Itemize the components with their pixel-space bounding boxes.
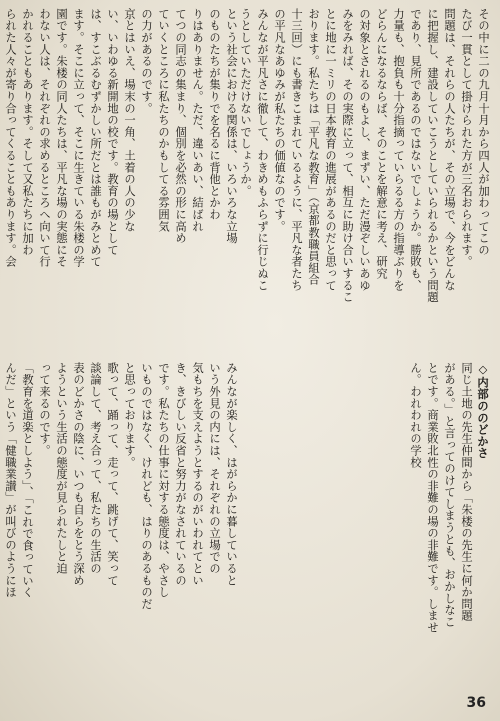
- text-column: です。私たちの仕事に対する態度は、やさし: [157, 362, 170, 598]
- text-column: とに地に一ミリの日本教育の進展があるのだと思って: [324, 8, 337, 292]
- text-column: 気もちを支えようとするのがいわれてとい: [191, 362, 204, 587]
- text-column: うとしていただけないでしょうか。: [239, 8, 252, 197]
- text-column: と思っております。: [123, 362, 136, 469]
- text-column: 力量も、抱負も十分指摘っていらるる方の指導ぶりを: [392, 8, 405, 292]
- text-column: わない人は、それぞれの求めるところへ向いて行: [38, 8, 51, 268]
- text-column: は、すこぶるむずかしい所だとは誰もがみとめて: [89, 8, 102, 268]
- text-column: ようという生活の態度が見られたしと迫: [55, 362, 68, 575]
- text-column: どらんになるならば、そのことを解意に考え、研究: [375, 8, 388, 280]
- text-column: ていくところに私たちのかもしてる雰囲気: [157, 8, 170, 233]
- text-column: いう外見の内には、それぞれの立場での: [208, 362, 221, 575]
- text-column: 「教育を道楽としよう」、「これで食っていく: [21, 362, 34, 599]
- text-column: って来るのです。: [38, 362, 51, 457]
- text-column: みんなが平凡さに徹して、わきめもふらずに行じぬこ: [256, 8, 269, 292]
- text-column: 歌って、踊って、走って、跳げて、笑って: [106, 362, 119, 587]
- text-column: のものたちが集りでを名るに背他とかわ: [208, 8, 221, 221]
- text-column: おります。私たちは「平凡な教育」（京都教職員組合: [307, 8, 320, 286]
- text-column: 表のどかさの陰に、いつも自らをとう深め: [72, 362, 85, 587]
- text-column: 園です。朱楼の同人たちは、平凡な場の実態にそ: [55, 8, 68, 268]
- text-column: たび一貫として掛けられた方が三名おられます。: [460, 8, 473, 268]
- text-column: 問題は、それらの人たちが、その立場で、今をどんな: [443, 8, 456, 292]
- text-column: んだ」という「健職業讃」が叫びのようにほ: [4, 362, 17, 598]
- text-column: き、きびしい反省と努力がなされているの: [174, 362, 187, 587]
- text-column: みんなが楽しく、はがらかに暮していると: [225, 362, 238, 587]
- text-column: 同じ土地の先生仲間から「朱楼の先生に何か問題: [460, 362, 473, 622]
- article-section-lower-right: [254, 362, 490, 707]
- text-column: の力があるのです。: [140, 8, 153, 115]
- text-column: りはありません。ただ、違いあい、結ばれ: [191, 8, 204, 233]
- text-column: 京とはいえ、場末の一角、土着の人の少な: [123, 8, 136, 233]
- article-section-upper-left: [4, 8, 238, 353]
- text-column: ます。そこに立って、そこに生きている朱楼の学: [72, 8, 85, 268]
- text-column: がある。」と言ってのけてしまうとも、おかしなこ: [443, 362, 456, 628]
- page-number: 36: [466, 695, 486, 711]
- text-column: てつの同志の集まり、個別を必然の形に高め: [174, 8, 187, 244]
- article-section-upper-right: [239, 8, 490, 353]
- text-column: ん。われわれの学校: [409, 362, 422, 469]
- text-column: い、いわゆる新開地の校です。教育の場として: [106, 8, 119, 256]
- article-section-lower-left: [4, 362, 238, 707]
- text-column: られた人々が寄り合ってくることもあります。会: [4, 8, 17, 268]
- text-column: その中に二の九月十月から四人が加わってこの: [477, 8, 490, 256]
- text-column: いものではなく、けれども、はりのあるものだ: [140, 362, 153, 610]
- text-column: であり、見所であるのではないでしょうか。勝敗も、: [409, 8, 422, 292]
- section-heading: ◇内部ののどかさ: [476, 362, 490, 460]
- text-column: に把握し、建設していこうとしていられるかという問題: [426, 8, 439, 303]
- text-column: 十三回）にも書きこまれているように、平凡な者たち: [290, 8, 303, 292]
- text-column: みをみれば、その実際に立って、相互に助け合いするこ: [341, 8, 354, 303]
- text-column: の平凡なあゆみが私たちの価値なのです。: [273, 8, 286, 233]
- text-column: の対象とされるのもよし、まずい、ただ漫ぞしいあゆ: [358, 8, 371, 292]
- text-column: という社会における関係は、いろいろな立場: [225, 8, 238, 244]
- text-column: 談論して、考え合って、私たちの生活の: [89, 362, 102, 575]
- text-column: かれることもあります。そして又私たちに加わ: [21, 8, 34, 256]
- text-column: とです。商業敗北性の非難の場の非難です。しませ: [426, 362, 439, 634]
